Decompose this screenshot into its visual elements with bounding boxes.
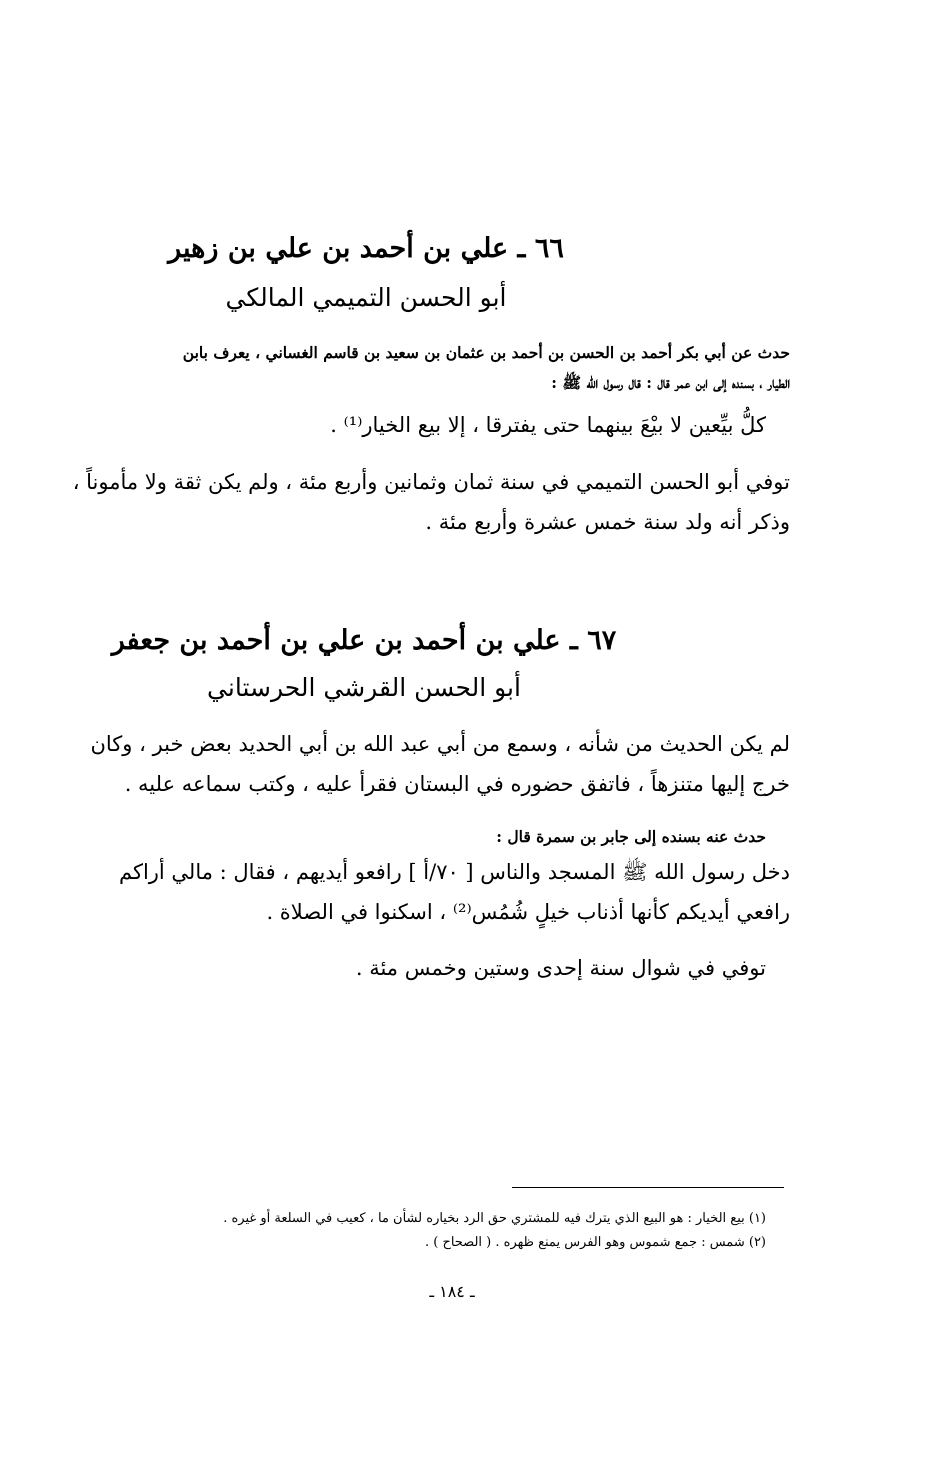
entry-67-heading: ٦٧ ـ علي بن أحمد بن علي بن أحمد بن جعفر — [111, 625, 617, 656]
entry-67-hadith — [110, 852, 790, 932]
entry-66-isnad-line-2: الطيار ، بسنده إلى ابن عمر قال : قال رسول الله ﷺ : — [551, 373, 790, 392]
entry-67-isnad: حدث عنه بسنده إلى جابر بن سمرة قال : — [496, 827, 766, 846]
page-number: ـ ١٨٤ ـ — [429, 1282, 475, 1301]
entry-67-paragraph — [90, 724, 790, 804]
footnote-2: (٢) شمس : جمع شموس وهو الفرس يمنع ظهره . ( الصحاح ) . — [424, 1235, 766, 1250]
entry-66-isnad-line-1: حدث عن أبي بكر أحمد بن الحسن بن أحمد بن عثمان بن سعيد بن قاسم الغساني ، يعرف بابن — [182, 343, 790, 362]
entry-67-death-note: توفي في شوال سنة إحدى وستين وخمس مئة . — [355, 956, 766, 980]
entry-67-hadith-line-1: دخل رسول الله ﷺ المسجد والناس [ ٧٠/أ ] رافعو أيديهم ، فقال : مالي أراكم — [118, 860, 790, 884]
footnotes — [86, 1207, 766, 1255]
entry-66-isnad — [110, 338, 790, 398]
entry-67-subtitle: أبو الحسن القرشي الحرستاني — [207, 673, 521, 702]
entry-66-death-line-1: توفي أبو الحسن التميمي في سنة ثمان وثمانين وأربع مئة ، ولم يكن ثقة ولا مأموناً ، — [72, 470, 790, 494]
entry-66-subtitle: أبو الحسن التميمي المالكي — [225, 283, 507, 312]
entry-66-hadith: كلُّ بيِّعين لا بيْعَ بينهما حتى يفترقا ، إلا بيع الخيار⁽¹⁾ . — [330, 413, 766, 437]
entry-67-para-line-1: لم يكن الحديث من شأنه ، وسمع من أبي عبد الله بن أبي الحديد بعض خبر ، وكان — [90, 732, 790, 756]
footnote-1: (١) بيع الخيار : هو البيع الذي يترك فيه للمشتري حق الرد بخياره لشأن ما ، كعيب في السلعة أو غيره . — [223, 1211, 766, 1226]
footnote-separator — [512, 1187, 784, 1188]
entry-67-hadith-line-2: رافعي أيديكم كأنها أذناب خيلٍ شُمُس⁽²⁾ ، اسكنوا في الصلاة . — [266, 900, 790, 924]
entry-66-death-note — [72, 462, 790, 542]
entry-66-death-line-2: وذكر أنه ولد سنة خمس عشرة وأربع مئة . — [425, 510, 790, 534]
entry-66-heading: ٦٦ ـ علي بن أحمد بن علي بن زهير — [168, 233, 564, 264]
entry-67-para-line-2: خرج إليها متنزهاً ، فاتفق حضوره في البستان فقرأ عليه ، وكتب سماعه عليه . — [124, 772, 790, 796]
